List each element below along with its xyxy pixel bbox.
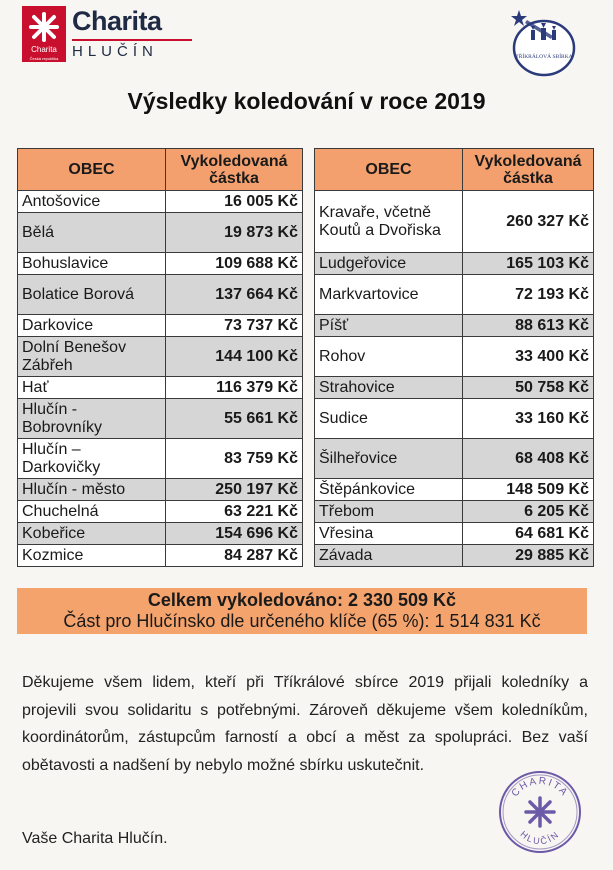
logo-small-sub: Česká republika [29,56,59,61]
obec-cell: Bolatice Borová [18,275,166,315]
logo-small-name: Charita [31,45,57,54]
table-row [315,275,594,315]
obec-cell: Závada [315,545,463,567]
table-row [315,501,594,523]
amount-cell: 116 379 Kč [166,377,303,399]
results-table-left [17,148,303,567]
obec-cell: Ludgeřovice [315,253,463,275]
table-row [315,479,594,501]
amount-cell: 88 613 Kč [463,315,594,337]
obec-cell: Bělá [18,213,166,253]
column-header-obec: OBEC [18,149,166,191]
obec-cell: Píšť [315,315,463,337]
obec-cell: Kobeřice [18,523,166,545]
table-row [18,523,303,545]
stamp-top-text: CHARITA [509,775,571,800]
amount-cell: 137 664 Kč [166,275,303,315]
amount-cell: 33 400 Kč [463,337,594,377]
brand-divider [72,39,192,41]
table-row [18,377,303,399]
amount-cell: 16 005 Kč [166,191,303,213]
obec-cell: Hlučín - město [18,479,166,501]
amount-cell: 84 287 Kč [166,545,303,567]
amount-cell: 165 103 Kč [463,253,594,275]
obec-cell: Vřesina [315,523,463,545]
obec-cell: Hlučín - Bobrovníky [18,399,166,439]
charita-logo [22,6,192,62]
amount-cell: 72 193 Kč [463,275,594,315]
amount-cell: 33 160 Kč [463,399,594,439]
amount-cell: 109 688 Kč [166,253,303,275]
amount-cell: 73 737 Kč [166,315,303,337]
obec-cell: Strahovice [315,377,463,399]
results-table-right [314,148,594,567]
obec-cell: Darkovice [18,315,166,337]
obec-cell: Hlučín – Darkovičky [18,439,166,479]
thanks-paragraph: Děkujeme všem lidem, kteří při Tříkrálové sbírce 2019 přijali koledníky a projevili svou solidaritu s potřebnými. Zároveň děkujeme všem koledníkům, koordinátorům, zástupcům farností a obcí a měst za spolupráci. Bez vaší obětavosti a nadšení by nebylo možné sbírku uskutečnit. [22,674,588,774]
column-header-amount: Vykoledovaná částka [166,149,303,191]
obec-cell: Chuchelná [18,501,166,523]
table-row [18,337,303,377]
table-row [18,399,303,439]
table-row [315,191,594,253]
obec-cell: Štěpánkovice [315,479,463,501]
obec-cell: Markvartovice [315,275,463,315]
obec-cell: Dolní Benešov Zábřeh [18,337,166,377]
table-row [315,439,594,479]
table-row [18,315,303,337]
amount-cell: 29 885 Kč [463,545,594,567]
summary-total: Celkem vykoledováno: 2 330 509 Kč [147,590,457,610]
table-row [18,275,303,315]
trikralova-sbirka-seal [505,6,583,78]
amount-cell: 19 873 Kč [166,213,303,253]
summary-share: Část pro Hlučínsko dle určeného klíče (65 %): 1 514 831 Kč [63,611,541,631]
amount-cell: 154 696 Kč [166,523,303,545]
seal-text: TŘÍKRÁLOVÁ SBÍRKA [515,54,573,60]
obec-cell: Sudice [315,399,463,439]
table-row [18,479,303,501]
amount-cell: 260 327 Kč [463,191,594,253]
amount-cell: 6 205 Kč [463,501,594,523]
amount-cell: 68 408 Kč [463,439,594,479]
amount-cell: 83 759 Kč [166,439,303,479]
obec-cell: Bohuslavice [18,253,166,275]
amount-cell: 50 758 Kč [463,377,594,399]
obec-cell: Rohov [315,337,463,377]
table-row [315,377,594,399]
table-row [315,253,594,275]
table-row [18,545,303,567]
table-row [18,191,303,213]
obec-cell: Antošovice [18,191,166,213]
obec-cell: Kozmice [18,545,166,567]
brand-name: Charita [72,6,162,36]
table-row [315,523,594,545]
svg-text:HLUČÍN [518,829,561,847]
table-row [18,501,303,523]
column-header-amount: Vykoledovaná částka [463,149,594,191]
table-row [18,439,303,479]
table-row [315,545,594,567]
table-row [315,399,594,439]
amount-cell: 63 221 Kč [166,501,303,523]
page-title: Výsledky koledování v roce 2019 [127,88,486,114]
signature: Vaše Charita Hlučín. [22,830,168,847]
table-row [315,337,594,377]
amount-cell: 64 681 Kč [463,523,594,545]
table-row [315,315,594,337]
amount-cell: 250 197 Kč [166,479,303,501]
summary-box [17,588,587,634]
amount-cell: 55 661 Kč [166,399,303,439]
stamp-bottom-text: HLUČÍN [518,828,562,847]
amount-cell: 148 509 Kč [463,479,594,501]
obec-cell: Třebom [315,501,463,523]
brand-city: HLUČÍN [72,43,158,60]
obec-cell: Šilheřovice [315,439,463,479]
table-row [18,253,303,275]
table-row [18,213,303,253]
charita-cross-icon [22,6,66,62]
obec-cell: Kravaře, včetně Koutů a Dvořiska [315,191,463,253]
obec-cell: Hať [18,377,166,399]
column-header-obec: OBEC [315,149,463,191]
amount-cell: 144 100 Kč [166,337,303,377]
charita-stamp-icon [496,768,584,856]
